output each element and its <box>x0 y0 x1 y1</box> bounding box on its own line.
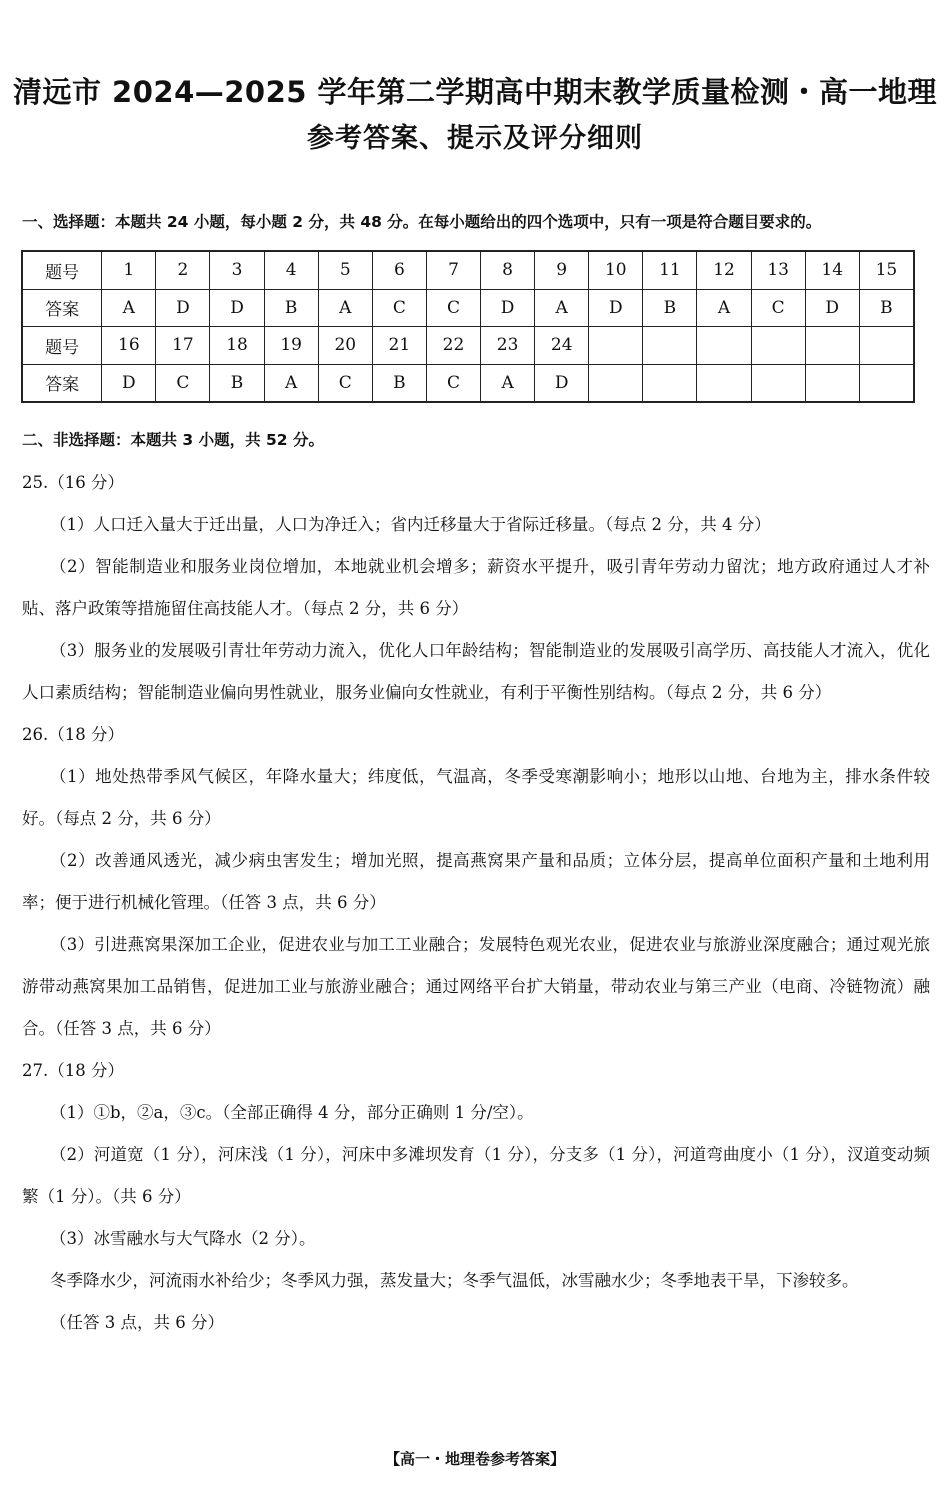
table-row-answers-2 <box>22 364 914 402</box>
table-cell <box>859 327 914 365</box>
table-cell: B <box>643 289 697 327</box>
table-cell: A <box>102 289 156 327</box>
section1-heading: 一、选择题：本题共 24 小题，每小题 2 分，共 48 分。在每小题给出的四个选项中，只有一项是符合题目要求的。 <box>22 213 822 231</box>
table-cell: C <box>751 289 805 327</box>
table-cell: 12 <box>697 251 751 289</box>
table-cell: 7 <box>426 251 480 289</box>
table-cell: D <box>481 289 535 327</box>
row-label: 题号 <box>22 251 102 289</box>
table-cell: 1 <box>102 251 156 289</box>
table-cell: 18 <box>210 327 264 365</box>
table-cell: 8 <box>481 251 535 289</box>
table-cell: 23 <box>481 327 535 365</box>
table-cell: 6 <box>372 251 426 289</box>
table-cell: B <box>264 289 318 327</box>
table-cell: C <box>426 364 480 402</box>
table-cell: 9 <box>535 251 589 289</box>
row-label: 题号 <box>22 327 102 365</box>
table-cell <box>643 364 697 402</box>
table-cell: C <box>318 364 372 402</box>
table-cell <box>643 327 697 365</box>
table-cell: D <box>589 289 643 327</box>
q27-part2: （2）河道宽（1 分），河床浅（1 分），河床中多滩坝发育（1 分），分支多（1 分），河道弯曲度小（1 分），汊道变动频繁（1 分）。（共 6 分） <box>22 1145 930 1206</box>
table-cell <box>589 327 643 365</box>
q25-part2: （2）智能制造业和服务业岗位增加，本地就业机会增多；薪资水平提升，吸引青年劳动力留沈；地方政府通过人才补贴、落户政策等措施留住高技能人才。（每点 2 分，共 6 分） <box>22 557 930 618</box>
table-cell: D <box>805 289 859 327</box>
table-cell: B <box>859 289 914 327</box>
document-title: 清远市 2024—2025 学年第二学期高中期末教学质量检测・高一地理 <box>12 75 938 109</box>
table-cell: 19 <box>264 327 318 365</box>
table-cell: 17 <box>156 327 210 365</box>
document-subtitle: 参考答案、提示及评分细则 <box>307 123 643 154</box>
table-cell: 22 <box>426 327 480 365</box>
q25-heading: 25.（16 分） <box>22 473 124 492</box>
table-cell: A <box>481 364 535 402</box>
table-cell <box>697 364 751 402</box>
q26-part3: （3）引进燕窝果深加工企业，促进农业与加工工业融合；发展特色观光农业，促进农业与旅游业深度融合；通过观光旅游带动燕窝果加工品销售，促进加工业与旅游业融合；通过网络平台扩大销量，带动农业与第三产业（电商、冷链物流）融合。（任答 3 点，共 6 分） <box>22 935 930 1038</box>
table-cell: 5 <box>318 251 372 289</box>
table-cell: 10 <box>589 251 643 289</box>
table-cell: C <box>426 289 480 327</box>
table-cell: A <box>264 364 318 402</box>
page-footer: 【高一・地理卷参考答案】 <box>384 1450 565 1468</box>
table-cell <box>805 364 859 402</box>
table-cell <box>751 364 805 402</box>
table-cell: C <box>372 289 426 327</box>
table-cell <box>805 327 859 365</box>
table-cell: A <box>318 289 372 327</box>
q25-part3: （3）服务业的发展吸引青壮年劳动力流入，优化人口年龄结构；智能制造业的发展吸引高学历、高技能人才流入，优化人口素质结构；智能制造业偏向男性就业，服务业偏向女性就业，有利于平衡性别结构。（每点 2 分，共 6 分） <box>22 641 930 702</box>
q26-part2: （2）改善通风透光，减少病虫害发生；增加光照，提高燕窝果产量和品质；立体分层，提高单位面积产量和土地利用率；便于进行机械化管理。（任答 3 点，共 6 分） <box>22 851 930 912</box>
table-cell: 14 <box>805 251 859 289</box>
q27-explanation: 冬季降水少，河流雨水补给少；冬季风力强，蒸发量大；冬季气温低，冰雪融水少；冬季地表干旱，下渗较多。 <box>50 1271 859 1290</box>
table-cell: A <box>535 289 589 327</box>
table-cell: 2 <box>156 251 210 289</box>
table-cell <box>697 327 751 365</box>
q25-part1: （1）人口迁入量大于迁出量，人口为净迁入；省内迁移量大于省际迁移量。（每点 2 分，共 4 分） <box>50 515 771 534</box>
row-label: 答案 <box>22 289 102 327</box>
table-cell: A <box>697 289 751 327</box>
table-cell: D <box>535 364 589 402</box>
table-row-answers-1 <box>22 289 914 327</box>
table-cell <box>589 364 643 402</box>
answer-table <box>21 250 915 403</box>
table-cell: 15 <box>859 251 914 289</box>
section2-heading: 二、非选择题：本题共 3 小题，共 52 分。 <box>22 431 324 449</box>
table-cell: D <box>102 364 156 402</box>
table-cell: D <box>156 289 210 327</box>
q27-part3: （3）冰雪融水与大气降水（2 分）。 <box>50 1229 316 1248</box>
table-cell: 11 <box>643 251 697 289</box>
table-cell <box>751 327 805 365</box>
table-row-numbers-2 <box>22 327 914 365</box>
answer-body <box>22 462 930 1344</box>
q27-part1: （1）①b，②a，③c。（全部正确得 4 分，部分正确则 1 分/空）。 <box>50 1103 534 1122</box>
q26-part1: （1）地处热带季风气候区，年降水量大；纬度低，气温高，冬季受寒潮影响小；地形以山地、台地为主，排水条件较好。（每点 2 分，共 6 分） <box>22 767 930 828</box>
table-cell <box>859 364 914 402</box>
row-label: 答案 <box>22 364 102 402</box>
table-cell: B <box>210 364 264 402</box>
q26-heading: 26.（18 分） <box>22 725 124 744</box>
table-cell: 3 <box>210 251 264 289</box>
table-cell: B <box>372 364 426 402</box>
table-cell: 21 <box>372 327 426 365</box>
table-cell: C <box>156 364 210 402</box>
table-cell: 20 <box>318 327 372 365</box>
table-cell: 4 <box>264 251 318 289</box>
table-cell: 16 <box>102 327 156 365</box>
table-cell: 24 <box>535 327 589 365</box>
q27-scoring-note: （任答 3 点，共 6 分） <box>50 1313 224 1332</box>
table-cell: D <box>210 289 264 327</box>
q27-heading: 27.（18 分） <box>22 1061 124 1080</box>
table-row-numbers-1 <box>22 251 914 289</box>
table-cell: 13 <box>751 251 805 289</box>
